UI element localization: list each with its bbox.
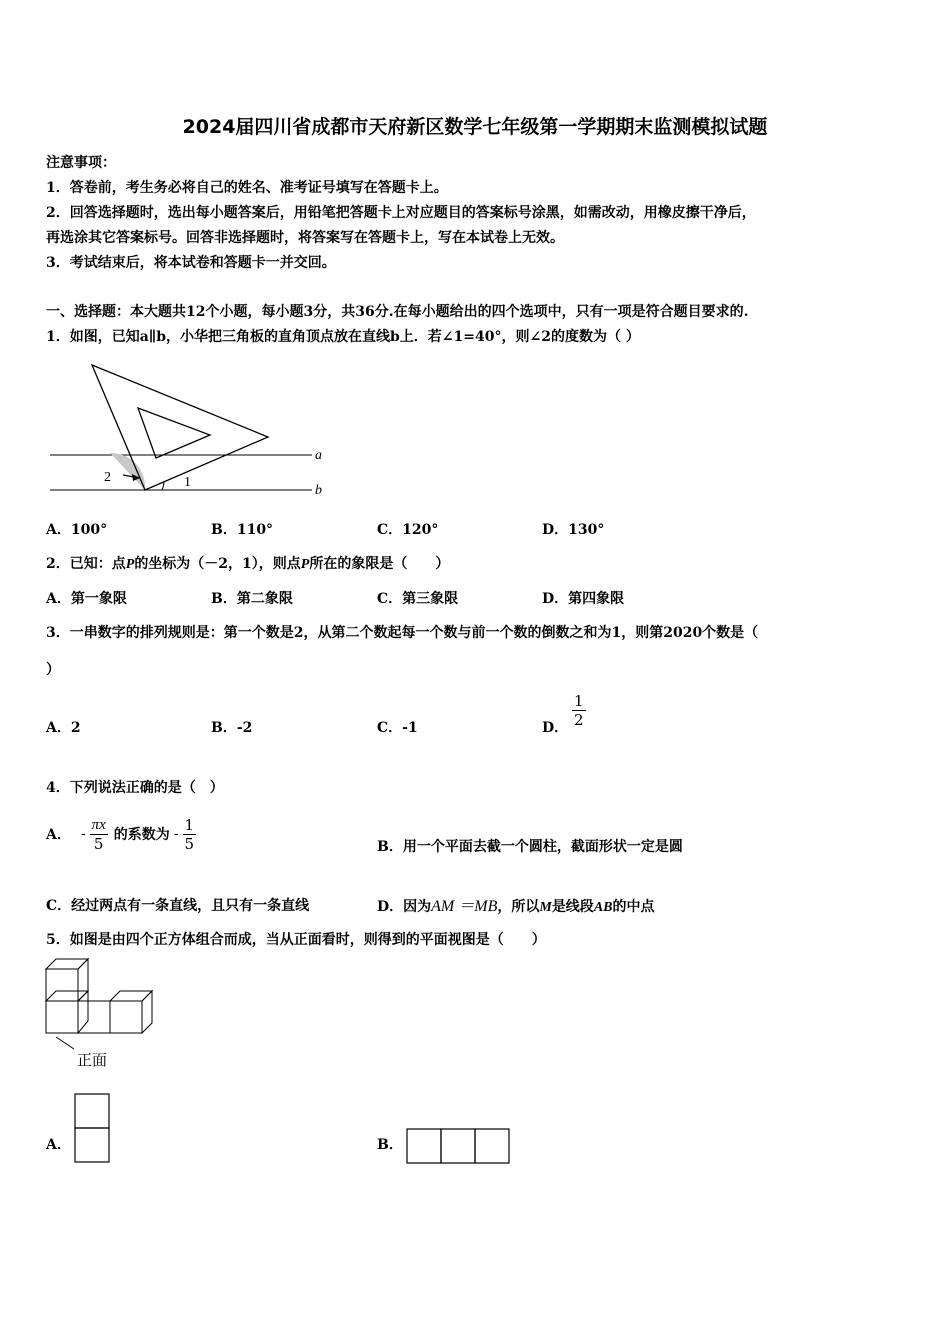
q4-option-a-frac2-den: 5 [184,834,195,853]
q5-option-b-figure [406,1128,512,1166]
q5-figure [44,957,164,1075]
q4-option-a-mid: 的系数为 [113,827,170,843]
q4-option-d-m: M [539,900,552,915]
q4-option-b: B．用一个平面去截一个圆柱，截面形状一定是圆 [377,839,683,855]
q1-label-b: b [315,483,322,498]
q4-option-d-prefix: D．因为 [377,899,432,915]
section-heading: 一、选择题：本大题共12个小题，每小题3分，共36分.在每小题给出的四个选项中，只有一项是符合题目要求的. [46,304,749,320]
q3-option-c: C．-1 [377,720,418,736]
q3-stem-line2: ） [46,662,60,678]
q2-option-b: B．第二象限 [211,591,293,607]
q2-stem [46,553,449,573]
q3-option-b: B．-2 [211,720,253,736]
q4-option-d [377,893,655,916]
q5-stem: 5．如图是由四个正方体组合而成，当从正面看时，则得到的平面视图是（ ） [46,932,546,948]
q1-label-a: a [315,448,322,463]
q4-option-a-frac2-num: 1 [184,815,195,834]
page-title: 2024届四川省成都市天府新区数学七年级第一学期期末监测模拟试题 [182,116,768,138]
q4-option-d-mid2: 是线段 [551,899,594,915]
notice-item-2: 2．回答选择题时，选出每小题答案后，用铅笔把答题卡上对应题目的答案标号涂黑，如需改动，用橡皮擦干净后， [46,205,756,221]
q1-option-d: D．130° [542,522,605,538]
q4-option-a-minus2: - [173,826,179,842]
q2-stem-part3: 所在的象限是（ ） [309,556,450,572]
q4-option-d-ab: AB [593,900,613,915]
q3-stem-line1: 3．一串数字的排列规则是：第一个数是2，从第二个数起每一个数与前一个数的倒数之和为1，则第2020个数是（ [46,625,759,641]
q1-option-a: A．100° [46,522,108,538]
q1-figure [40,355,340,505]
q4-option-d-mid: ，所以 [497,899,540,915]
q4-option-c: C．经过两点有一条直线，且只有一条直线 [46,898,310,914]
q2-stem-part1: 2．已知：点 [46,556,126,572]
q2-option-c: C．第三象限 [377,591,459,607]
q1-option-b: B．110° [211,522,274,538]
q1-label-angle2: 2 [104,470,111,485]
notice-heading: 注意事项： [46,155,116,171]
q5-option-a-figure [74,1093,112,1165]
q2-point-p-2: P [300,557,310,572]
q3-option-d-num: 1 [574,692,584,710]
q3-option-d: D． [542,720,569,736]
q5-figure-label: 正面 [77,1051,108,1069]
q2-option-a: A．第一象限 [46,591,127,607]
q4-stem: 4．下列说法正确的是（ ） [46,780,224,796]
q1-option-c: C．120° [377,522,439,538]
q1-label-angle1: 1 [184,475,191,490]
q4-option-a-minus1: - [80,826,86,842]
q5-option-b: B． [377,1137,403,1153]
q4-option-a-frac1-den: 5 [93,834,104,853]
q4-option-d-suffix: 的中点 [612,899,655,915]
q4-option-a-label: A． [46,827,71,843]
notice-item-2-cont: 再选涂其它答案标号。回答非选择题时，将答案写在答题卡上，写在本试卷上无效。 [46,230,564,246]
q5-option-a: A． [46,1137,71,1153]
q2-point-p: P [125,557,135,572]
q4-option-d-math: AM ＝MB [431,898,498,915]
q3-option-d-den: 2 [574,711,584,729]
q3-option-a: A．2 [46,720,81,736]
notice-item-3: 3．考试结束后，将本试卷和答题卡一并交回。 [46,255,336,271]
q4-option-a-frac1-num: πx [91,816,106,833]
q2-stem-part2: 的坐标为（－2，1），则点 [134,556,301,572]
q2-option-d: D．第四象限 [542,591,625,607]
q4-option-a [46,812,196,856]
q1-stem: 1．如图，已知a∥b，小华把三角板的直角顶点放在直线b上．若∠1=40°，则∠2的度数为（ ） [46,329,640,345]
q3-option-d-fraction [572,692,586,729]
notice-item-1: 1．答卷前，考生务必将自己的姓名、准考证号填写在答题卡上。 [46,180,448,196]
